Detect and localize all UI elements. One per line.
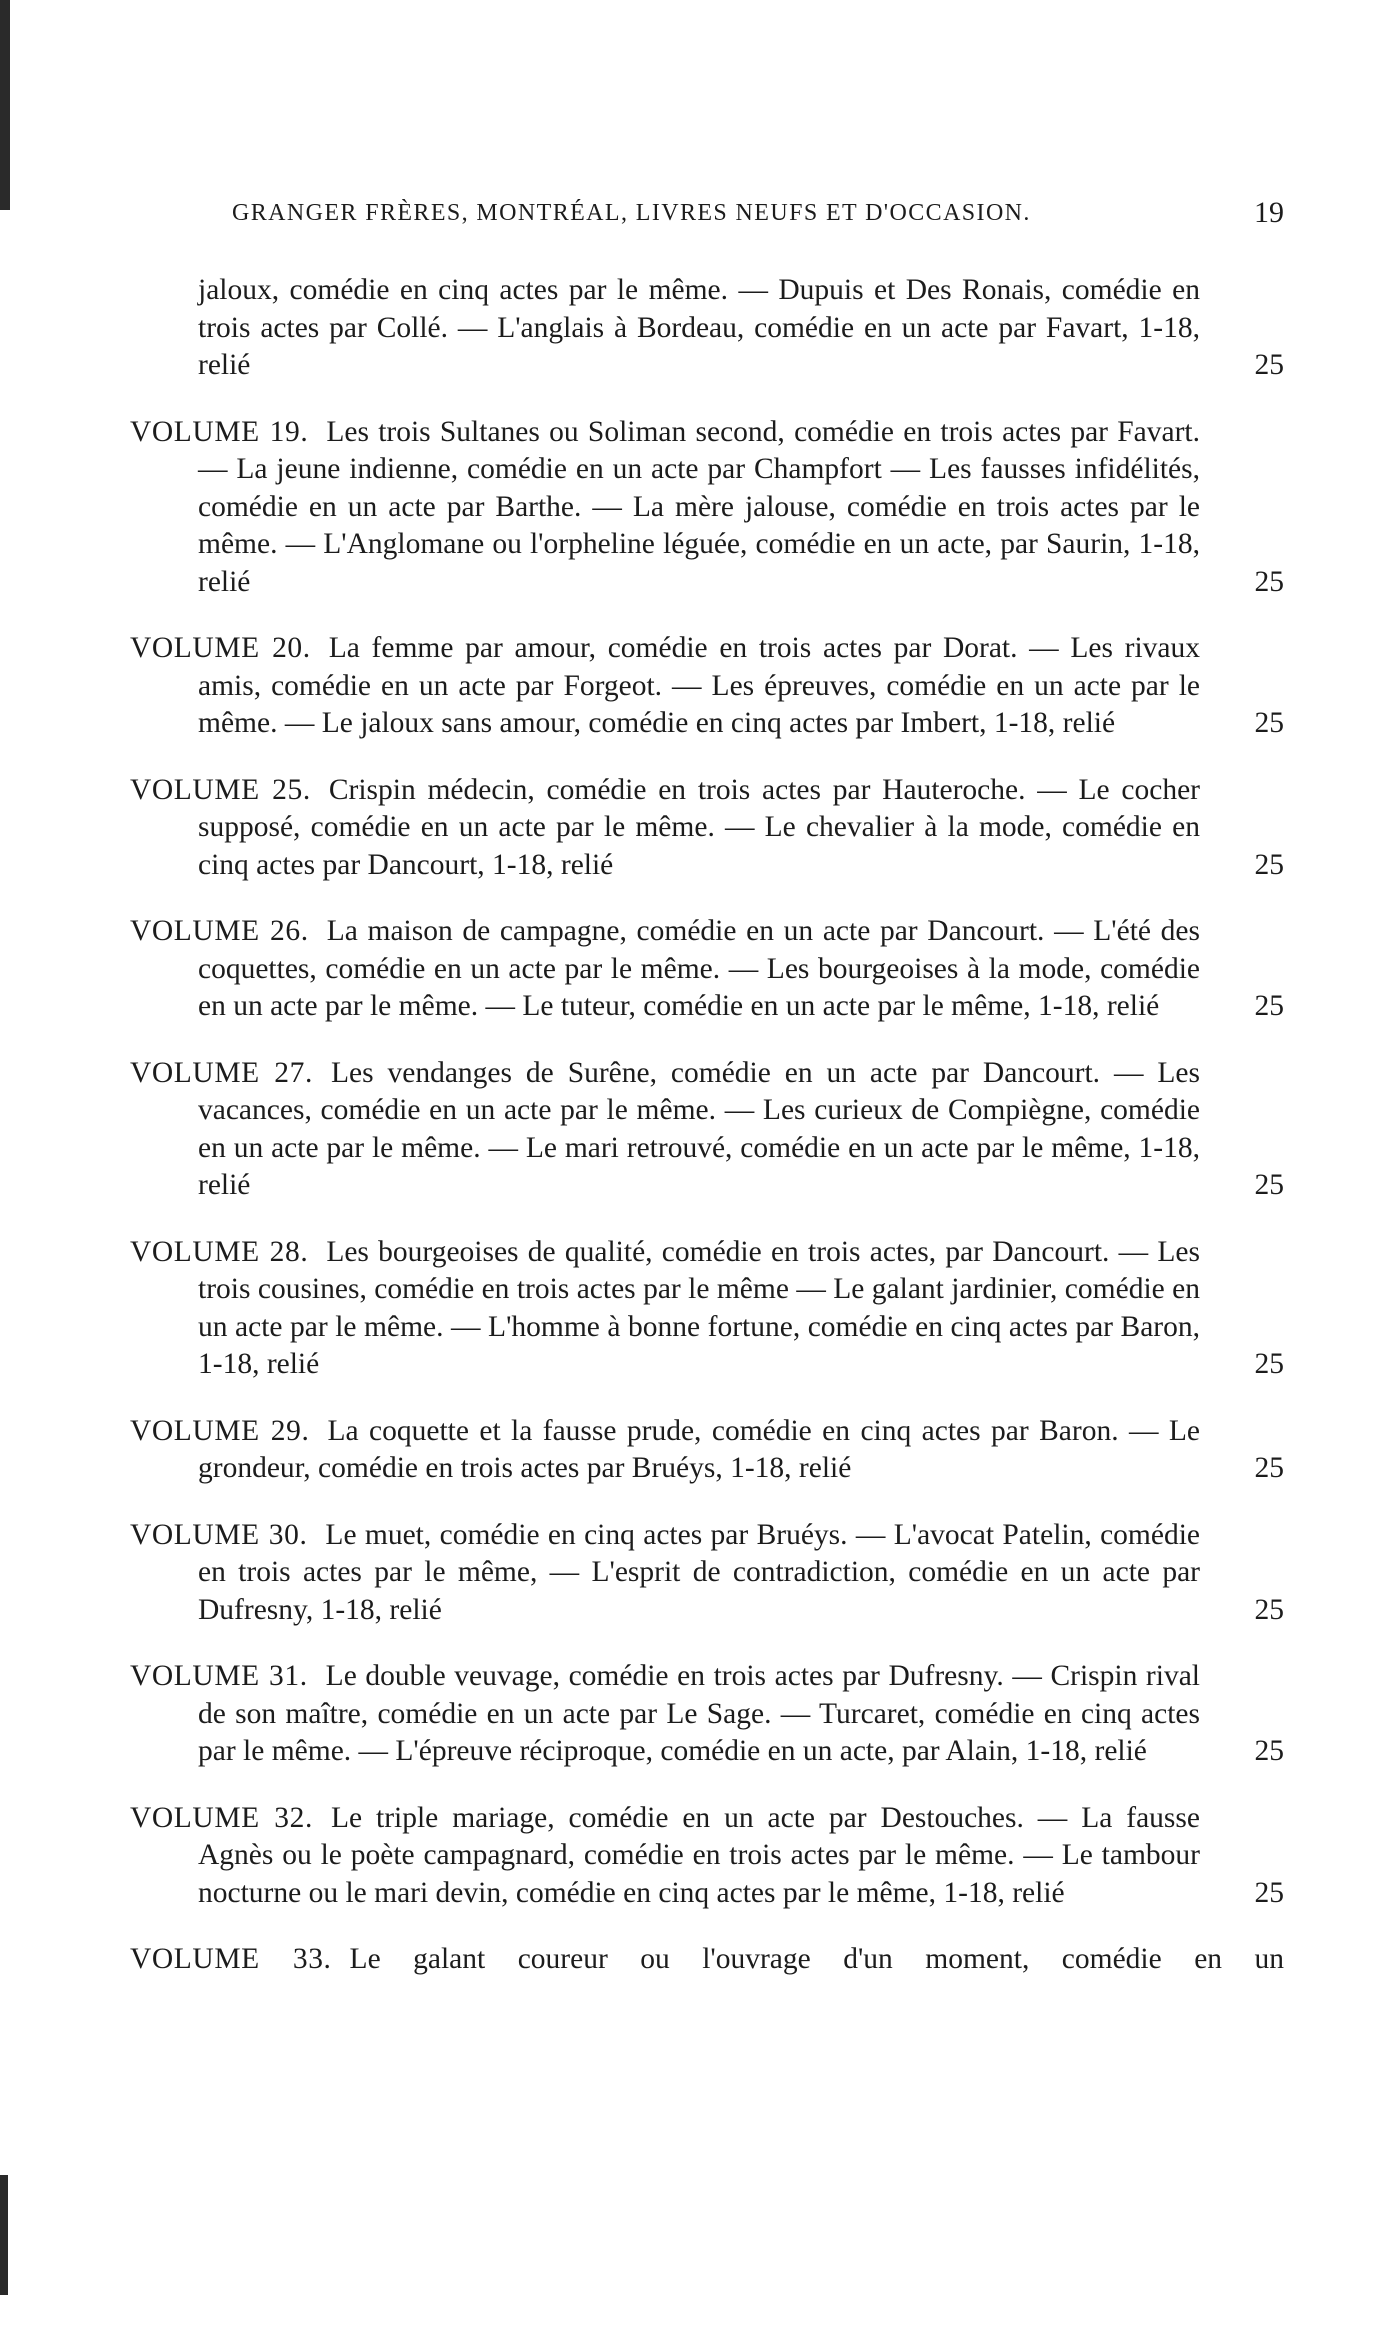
volume-label: VOLUME 19. <box>130 415 309 448</box>
catalogue-entry <box>130 1234 1284 1384</box>
catalogue-entry <box>130 1517 1284 1630</box>
entry-price: 25 <box>1254 1593 1284 1626</box>
entry-price: 25 <box>1254 349 1284 381</box>
continuation-entry <box>130 272 1284 385</box>
entry-description: Le muet, comédie en cinq actes par Bruéys. — L'avocat Patelin, comédie en trois actes par le même, — L'esprit de contradiction, comédie en un acte par Dufresny, 1-18, relié <box>198 1518 1200 1626</box>
entry-price: 25 <box>1254 848 1284 881</box>
entry-description: La coquette et la fausse prude, comédie en cinq actes par Baron. — Le grondeur, comédie en trois actes par Bruéys, 1-18, relié <box>198 1414 1201 1484</box>
volume-label: VOLUME 25. <box>130 773 311 806</box>
catalogue-entry <box>130 913 1284 1026</box>
page-header <box>232 196 1284 236</box>
entry-description: Le double veuvage, comédie en trois actes par Dufresny. — Crispin rival de son maître, comédie en un acte par Le Sage. — Turcaret, comédie en cinq actes par le même. — L'épreuve réciproque, comédie en un acte, par Alain, 1-18, relié <box>198 1660 1200 1767</box>
entry-price: 25 <box>1254 1452 1284 1484</box>
catalogue-entry <box>130 1658 1284 1771</box>
entry-price: 25 <box>1254 1348 1284 1380</box>
catalogue-entry <box>130 1800 1284 1913</box>
entry-description: Le galant coureur ou l'ouvrage d'un moment, comédie en un <box>349 1943 1285 1975</box>
catalogue-listing <box>130 272 1284 2008</box>
entry-price: 25 <box>1254 990 1284 1022</box>
catalogue-entry <box>130 1055 1284 1205</box>
entry-text <box>130 1055 1284 1205</box>
volume-label: VOLUME 30. <box>130 1518 308 1551</box>
catalogue-entry <box>130 1413 1284 1488</box>
entry-description: Les bourgeoises de qualité, comédie en trois actes, par Dancourt. — Les trois cousines, comédie en trois actes par le même — Le galant jardinier, comédie en un acte par le même. — L'homme à bonne fortune, comédie en cinq actes par Baron, 1-18, relié <box>198 1235 1200 1380</box>
entry-text <box>130 772 1284 885</box>
catalogue-entry <box>130 772 1284 885</box>
catalogue-entry <box>130 414 1284 602</box>
volume-label: VOLUME 27. <box>130 1056 313 1089</box>
entry-price: 25 <box>1254 1169 1284 1201</box>
volume-label: VOLUME 31. <box>130 1660 308 1692</box>
entry-text <box>130 630 1284 743</box>
entry-description: Le triple mariage, comédie en un acte par Destouches. — La fausse Agnès ou le poète campagnard, comédie en trois actes par le même. — Le tambour nocturne ou le mari devin, comédie en cinq actes par le même, 1-18, relié <box>198 1801 1200 1909</box>
entry-description: Crispin médecin, comédie en trois actes par Hauteroche. — Le cocher supposé, comédie en un acte par le même. — Le chevalier à la mode, comédie en cinq actes par Dancourt, 1-18, relié <box>198 773 1201 881</box>
entry-text <box>130 1234 1284 1384</box>
scan-edge <box>0 2175 8 2295</box>
entry-price: 25 <box>1254 1735 1284 1767</box>
catalogue-entry <box>130 1941 1284 1979</box>
volume-label: VOLUME 33. <box>130 1943 332 1975</box>
volume-label: VOLUME 20. <box>130 632 311 664</box>
entry-description: La maison de campagne, comédie en un acte par Dancourt. — L'été des coquettes, comédie en un acte par le même. — Les bourgeoises à la mode, comédie en un acte par le même. — Le tuteur, comédie en un acte par le même, 1-18, relié <box>198 915 1200 1022</box>
entry-text <box>130 1413 1284 1488</box>
entry-description: Les vendanges de Surêne, comédie en un acte par Dancourt. — Les vacances, comédie en un acte par le même. — Les curieux de Compiègne, comédie en un acte par le même. — Le mari retrouvé, comédie en un acte par le même, 1-18, relié <box>198 1056 1200 1201</box>
entry-text: jaloux, comédie en cinq actes par le même. — Dupuis et Des Ronais, comédie en trois actes par Collé. — L'anglais à Bordeau, comédie en un acte par Favart, 1-18, relié <box>198 274 1200 381</box>
entry-text <box>130 913 1284 1026</box>
entry-text <box>130 1658 1284 1771</box>
entry-description: Les trois Sultanes ou Soliman second, comédie en trois actes par Favart. — La jeune indienne, comédie en un acte par Champfort — Les fausses infidélités, comédie en un acte par Barthe. — La mère jalouse, comédie en trois actes par le même. — L'Anglomane ou l'orpheline léguée, comédie en un acte, par Saurin, 1-18, relié <box>198 415 1200 598</box>
volume-label: VOLUME 28. <box>130 1235 309 1268</box>
entry-description: La femme par amour, comédie en trois actes par Dorat. — Les rivaux amis, comédie en un acte par Forgeot. — Les épreuves, comédie en un acte par le même. — Le jaloux sans amour, comédie en cinq actes par Imbert, 1-18, relié <box>198 632 1201 739</box>
volume-label: VOLUME 32. <box>130 1801 313 1834</box>
catalogue-entry <box>130 630 1284 743</box>
volume-label: VOLUME 29. <box>130 1414 310 1447</box>
volume-label: VOLUME 26. <box>130 915 309 947</box>
entry-price: 25 <box>1254 707 1284 739</box>
entry-text <box>130 1517 1284 1630</box>
running-head: GRANGER FRÈRES, MONTRÉAL, LIVRES NEUFS ET D'OCCASION. <box>232 200 1031 226</box>
entry-text <box>130 1941 1285 1979</box>
page-number: 19 <box>1254 196 1284 229</box>
entry-price: 25 <box>1254 565 1284 598</box>
scan-edge <box>0 0 10 210</box>
entry-text <box>130 414 1284 602</box>
entry-text <box>130 1800 1284 1913</box>
entry-price: 25 <box>1254 1876 1284 1909</box>
